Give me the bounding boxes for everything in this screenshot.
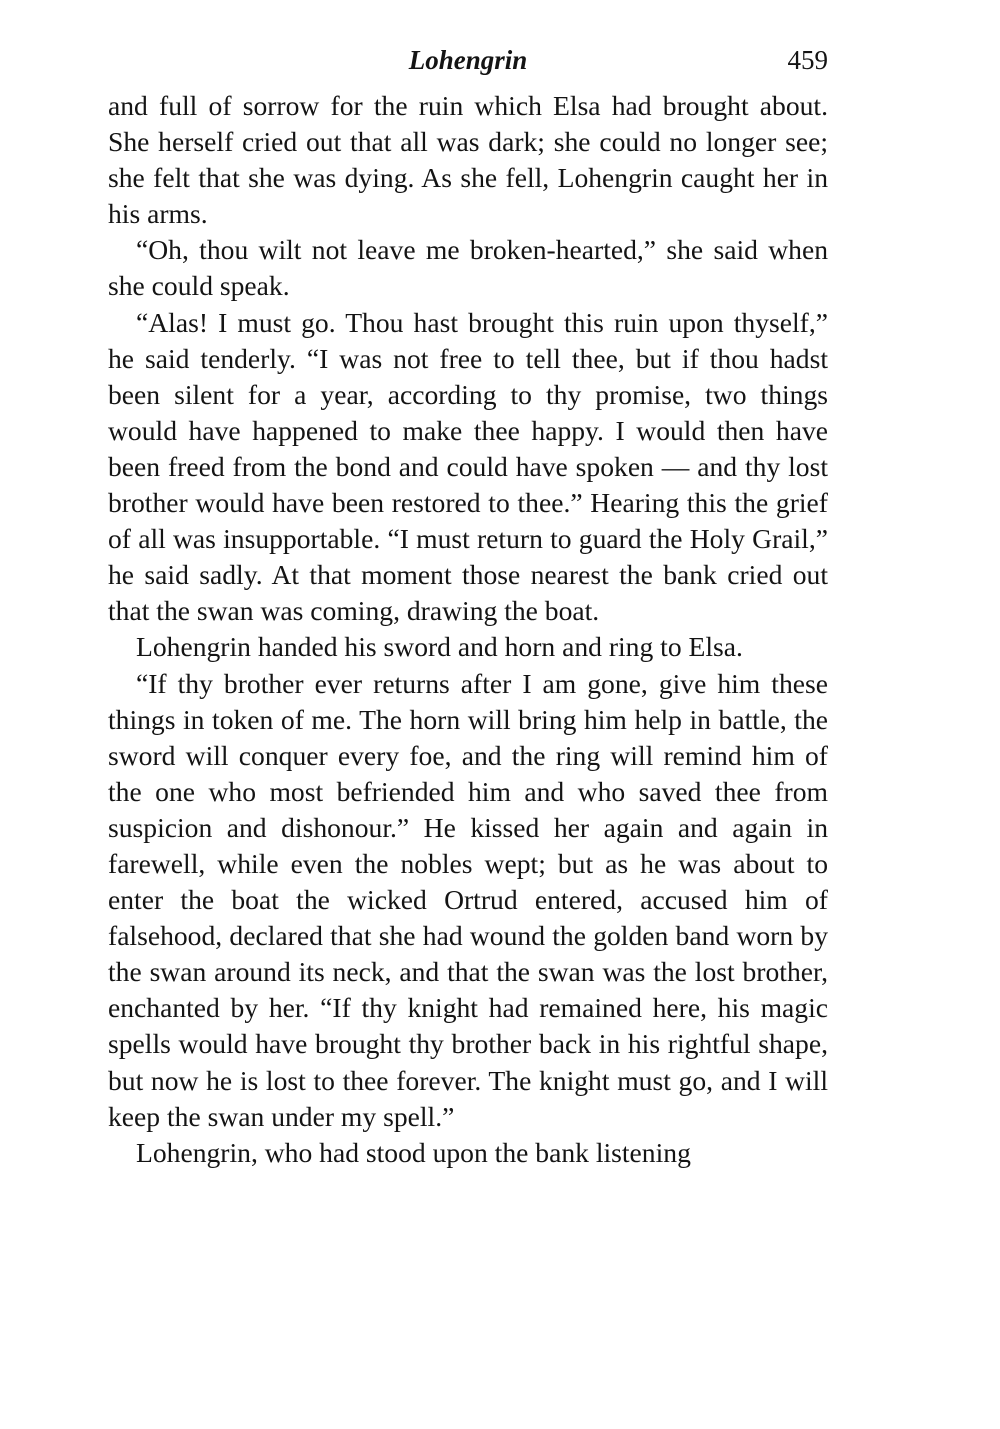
- body-text: [108, 88, 828, 1171]
- running-title: Lohengrin: [408, 45, 528, 75]
- book-page: [108, 40, 828, 1171]
- paragraph: “If thy brother ever returns after I am gone, give him these things in token of me. The horn will bring him help in battle, the sword will conquer every foe, and the ring will remind him of the one who most befriended him and who saved thee from suspicion and dishonour.” He kissed her again and again in farewell, while even the nobles wept; but as he was about to enter the boat the wicked Ortrud entered, accused him of falsehood, declared that she had wound the golden band worn by the swan around its neck, and that the swan was the lost brother, enchanted by her. “If thy knight had remained here, his magic spells would have brought thy brother back in his rightful shape, but now he is lost to thee forever. The knight must go, and I will keep the swan under my spell.”: [108, 667, 828, 1132]
- paragraph-continued: and full of sorrow for the ruin which Elsa had brought about. She herself cried out that all was dark; she could no longer see; she felt that she was dying. As she fell, Lohengrin caught her in his arms.: [108, 90, 828, 230]
- page-number: 459: [787, 45, 828, 75]
- page-header: [108, 40, 828, 80]
- paragraph: Lohengrin, who had stood upon the bank listening: [136, 1136, 691, 1168]
- paragraph: Lohengrin handed his sword and horn and ring to Elsa.: [136, 631, 743, 663]
- paragraph: “Alas! I must go. Thou hast brought this ruin upon thyself,” he said tenderly. “I was not free to tell thee, but if thou hadst been silent for a year, according to thy promise, two things would have happened to make thee happy. I would then have been freed from the bond and could have spoken — and thy lost brother would have been restored to thee.” Hearing this the grief of all was insupportable. “I must return to guard the Holy Grail,” he said sadly. At that moment those nearest the bank cried out that the swan was coming, drawing the boat.: [108, 306, 828, 627]
- paragraph: “Oh, thou wilt not leave me broken-hearted,” she said when she could speak.: [108, 234, 828, 302]
